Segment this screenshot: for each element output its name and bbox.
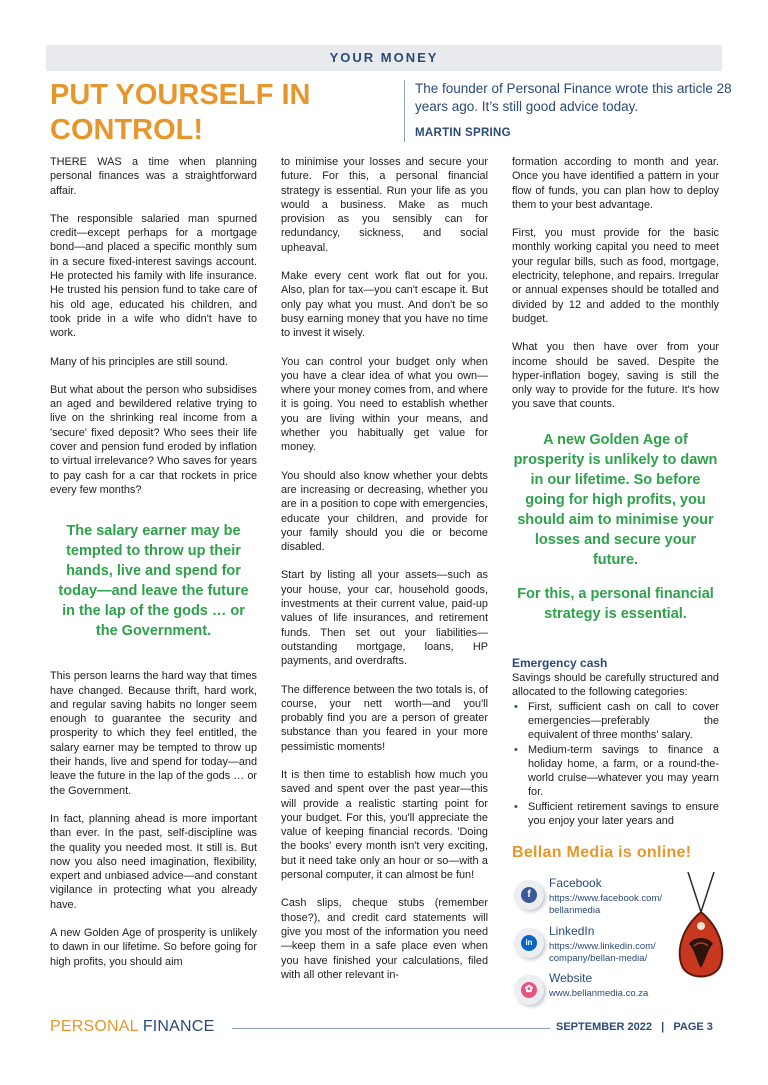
headline: PUT YOURSELF IN CONTROL!	[50, 79, 311, 146]
pull-quote-emphasis: For this, a personal financial strategy is essential.	[517, 585, 714, 622]
paragraph: But what about the person who subsidises an aged and bewildered relative trying to live on the shrinking real income from a 'secure' fixed deposit? Who sees their life cover and pension fund eroded by inflation to virtual irrelevance? Who saves for years to pay cash for a car that rockets in price every few months?	[50, 383, 257, 496]
footer-brand-part1: PERSONAL	[50, 1018, 139, 1035]
paragraph: Start by listing all your assets—such as your house, your car, household goods, investments at their current value, paid-up values of life insurances, and retirement funds. Then set out your liabilities—outstanding mortgage, loans, HP payments, and overdrafts.	[281, 569, 488, 668]
paragraph: Many of his principles are still sound.	[50, 355, 228, 368]
linkedin-icon: in	[514, 928, 544, 958]
paragraph: This person learns the hard way that times have changed. Because thrift, hard work, and regular saving habits no longer seem enough to guarantee the security and prosperity to which they feel entitled, the salary earner may be tempted to throw up their hands, live and spend for today—and leave the future in the lap of the gods … or the Government.	[50, 670, 257, 797]
paragraph: A new Golden Age of prosperity is unlikely to dawn in our lifetime. So before going for high profits, you should aim	[50, 926, 257, 968]
pendant-image	[672, 872, 730, 982]
paragraph: formation according to month and year. Once you have identified a pattern in your flow of funds, you can plan how to deploy them to your best advantage.	[512, 156, 719, 211]
pull-quote: The salary earner may be tempted to throw up their hands, live and spend for today—and leave the future in the lap of the gods … or the Government.	[58, 523, 249, 640]
footer-brand	[50, 1018, 214, 1036]
list-item: • Sufficient retirement savings to ensure you enjoy your later years and	[512, 800, 719, 829]
promo-title: Bellan Media is online!	[512, 844, 692, 861]
paragraph: Cash slips, cheque stubs (remember those?), and credit card statements will give you most of the information you need—keep them in a safe place even when you have finished your calculations, filed with all other relevant in-	[281, 897, 488, 981]
paragraph: What you then have over from your income should be saved. Despite the hyper-inflation bogey, saving is still the only way to provide for the future. It's how you save that counts.	[512, 341, 719, 411]
paragraph: In fact, planning ahead is more important than ever. In the past, self-discipline was the quality you needed most. It still is. But now you also need imagination, flexibility, expert and unbiased advice—and constant vigilance in protecting what you already have.	[50, 812, 257, 911]
paragraph: You should also know whether your debts are increasing or decreasing, whether you are in a position to cope with emergencies, educate your children, and provide for your family should you die or become disabled.	[281, 469, 488, 554]
website-icon: ✿	[514, 975, 544, 1005]
paragraph: It is then time to establish how much you saved and spent over the past year—this will provide a realistic starting point for your budget. For this, you'll appreciate the value of keeping financial records. 'Doing the books' every month isn't very exciting, but it need take only an hour or so—with a personal computer, it can almost be fun!	[281, 768, 488, 882]
standfirst-text: The founder of Personal Finance wrote this article 28 years ago. It’s still good advice today.	[415, 81, 732, 114]
linkedin-label: LinkedIn	[549, 924, 595, 938]
paragraph: The difference between the two totals is, of course, your nett worth—and you'll probably find you are a person of greater substance than you feared in your more pessimistic moments!	[281, 683, 488, 753]
author-byline: MARTIN SPRING	[415, 127, 511, 139]
paragraph: You can control your budget only when you have a clear idea of what you own—where your money comes from, and where it is going. You need to establish whether you are living within your means, and whether you habitually get value for money.	[281, 355, 488, 454]
paragraph: to minimise your losses and secure your future. For this, a personal financial strategy is essential. Run your life as you would a business. Make as much provision as you sensibly can for redundancy, sickness, and social upheaval.	[281, 156, 488, 254]
section-header: YOUR MONEY	[46, 45, 722, 71]
footer-issue-page: SEPTEMBER 2022 | PAGE 3	[556, 1021, 713, 1033]
savings-list	[512, 700, 719, 829]
website-link[interactable]	[512, 971, 682, 1017]
list-item: • Medium-term savings to finance a holiday home, a farm, or a round-the-world cruise—whatever you may yearn for.	[512, 743, 719, 800]
facebook-label: Facebook	[549, 876, 602, 890]
linkedin-link[interactable]	[512, 924, 682, 970]
footer-divider	[232, 1028, 550, 1029]
list-item: • First, sufficient cash on call to cover emergencies—preferably the equivalent of three months' salary.	[512, 700, 719, 743]
website-label: Website	[549, 971, 593, 985]
facebook-url[interactable]: https://www.facebook.com/ bellanmedia	[549, 893, 662, 916]
pull-quote: A new Golden Age of prosperity is unlikely to dawn in our lifetime. So before going for high profits, you should aim to minimise your losses and secure your future.	[513, 431, 718, 568]
paragraph: Savings should be carefully structured and allocated to the following categories:	[512, 672, 719, 699]
column-2	[281, 155, 488, 996]
column-1	[50, 155, 257, 983]
footer-brand-part2: FINANCE	[142, 1018, 215, 1035]
subhead-emergency-cash: Emergency cash	[512, 655, 608, 670]
facebook-icon: f	[514, 880, 544, 910]
column-3	[512, 155, 719, 828]
linkedin-url[interactable]: https://www.linkedin.com/ company/bellan-media/	[549, 941, 656, 964]
website-url[interactable]: www.bellanmedia.co.za	[549, 988, 649, 999]
standfirst	[404, 80, 735, 142]
paragraph: The responsible salaried man spurned credit—except perhaps for a mortgage bond—and placed a specific monthly sum in a secure fixed-interest savings account. He protected his family with life insurance. He trusted his pension fund to take care of his old age, educated his children, and took pride in a wife who didn't have to work.	[50, 212, 257, 340]
paragraph: THERE WAS a time when planning personal finances was a straightforward affair.	[50, 156, 257, 197]
paragraph: Make every cent work flat out for you. Also, plan for tax—you can't escape it. But only pay what you must. And don't be so busy earning money that you have no time to invest it wisely.	[281, 270, 488, 340]
facebook-link[interactable]	[512, 876, 682, 922]
paragraph: First, you must provide for the basic monthly working capital you need to meet your regular bills, such as food, mortgage, electricity, telephone, and repairs. Irregular or annual expenses should be totalled and divided by 12 and added to the monthly budget.	[512, 227, 719, 325]
